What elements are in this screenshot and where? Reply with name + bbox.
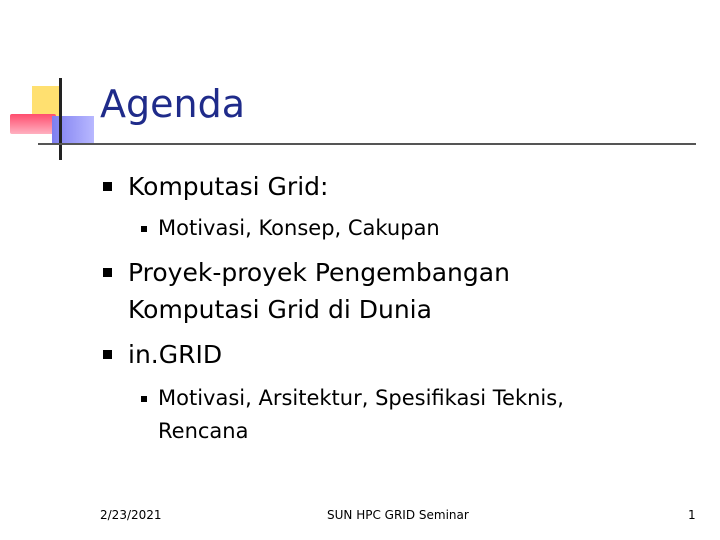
sub-bullet-text: Motivasi, Konsep, Cakupan bbox=[158, 216, 440, 240]
sub-bullet-text-line1: Motivasi, Arsitektur, Spesifikasi Teknis, bbox=[158, 386, 564, 410]
sub-bullet-text-line2: Rencana bbox=[158, 419, 249, 443]
bullet-text: Komputasi Grid: bbox=[128, 172, 329, 201]
square-bullet-icon bbox=[103, 350, 112, 359]
square-bullet-icon bbox=[103, 182, 112, 191]
square-bullet-icon bbox=[141, 226, 147, 232]
logo-red-bar bbox=[10, 114, 56, 134]
bullet-text-line2: Komputasi Grid di Dunia bbox=[128, 295, 432, 324]
square-bullet-icon bbox=[141, 396, 147, 402]
footer-title: SUN HPC GRID Seminar bbox=[327, 508, 469, 522]
bullet-text-line1: Proyek-proyek Pengembangan bbox=[128, 258, 510, 287]
footer-date: 2/23/2021 bbox=[100, 508, 162, 522]
title-divider bbox=[38, 143, 696, 145]
logo-vertical-line bbox=[59, 78, 62, 160]
page-number: 1 bbox=[688, 508, 696, 522]
bullet-text: in.GRID bbox=[128, 340, 223, 369]
slide-title: Agenda bbox=[100, 82, 245, 126]
square-bullet-icon bbox=[103, 268, 112, 277]
